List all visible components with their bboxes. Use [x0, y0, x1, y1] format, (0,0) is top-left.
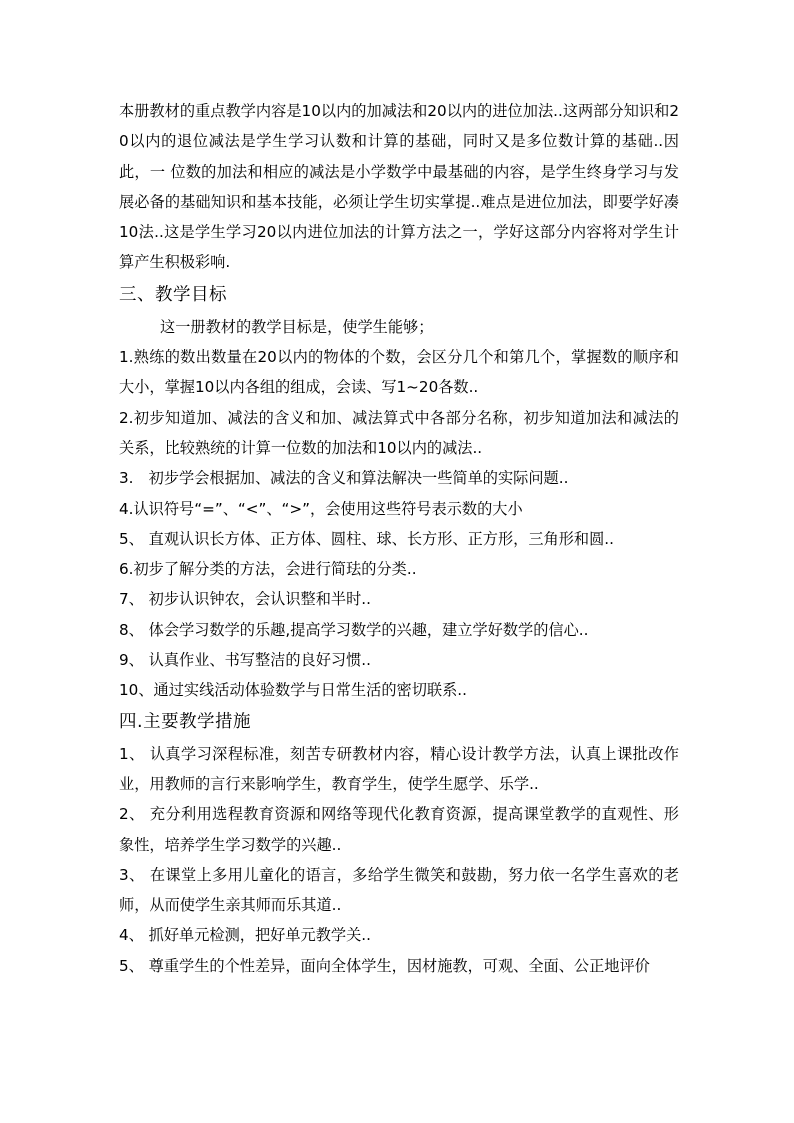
measure-item-1: 1、 认真学习深程标准，刻苦专研教材内容，精心设计教学方法，认真上课批改作业，用教师的言行来影响学生，教育学生，使学生愿学、乐学..: [119, 744, 679, 793]
goal-item-2: 2.初步知道加、减法的含义和加、减法算式中各部分名称，初步知道加法和减法的关系，比较熟统的计算一位数的加法和10以内的减法..: [119, 408, 679, 457]
measure-item-5: 5、 尊重学生的个性差异，面向全体学生，因材施教，可观、全面、公正地评价: [119, 956, 650, 975]
goal-item-5: 5、 直观认识长方体、正方体、圆柱、球、长方形、正方形，三角形和圆..: [119, 529, 614, 548]
goal-item-7: 7、 初步认识钟农，会认识整和半时..: [119, 590, 371, 609]
measure-item-2: 2、 充分利用选程教育资源和网络等现代化教育资源，提高课堂教学的直观性、形象性，培养学生学习数学的兴趣..: [119, 805, 679, 854]
goal-item-4: 4.认识符号“=”、“<”、“>”，会使用这些符号表示数的大小: [119, 499, 523, 518]
section-heading-teaching-measures: 四.主要教学措施: [119, 711, 252, 732]
goal-item-8: 8、 体会学习数学的乐趣,提高学习数学的兴趣，建立学好数学的信心..: [119, 620, 589, 639]
measure-item-3: 3、 在课堂上多用儿童化的语言，多给学生微笑和鼓勘，努力依一名学生喜欢的老师，从而使学生亲其师而乐其道..: [119, 865, 679, 915]
intro-paragraph: 本册教材的重点教学内容是10以内的加减法和20以内的进位加法..这两部分知识和20以内的退位减法是学生学习认数和计算的基础，同时又是多位数计算的基础..因此，一 位数的加法和相应的减法是小学数学中最基础的内容，是学生终身学习与发展必备的基础知识和基本技能，必须让学生切实掌提..难点是进位加法，即要学好凑10法..这是学生学习20以内进位加法的计算方法之一，学好这部分内容将对学生计算产生积极彩响.: [119, 102, 679, 272]
goal-item-9: 9、 认真作业、书写整洁的良好习惯..: [119, 651, 371, 670]
teaching-goals-lead: 这一册教材的教学目标是，使学生能够；: [160, 317, 434, 336]
measure-item-4: 4、 抓好单元检测，把好单元教学关..: [119, 926, 371, 945]
goal-item-1: 1.熟练的数出数量在20以内的物体的个数，会区分几个和第几个，掌握数的顺序和大小，掌握10以内各组的组成，会读、写1~20各数..: [119, 348, 679, 397]
goal-item-6: 6.初步了解分类的方法，会进行简珐的分类..: [119, 560, 417, 579]
section-heading-teaching-goals: 三、教学目标: [119, 284, 227, 305]
goal-item-3: 3. 初步学会根据加、减法的含义和算法解决一些简单的实际问题..: [119, 469, 569, 488]
goal-item-10: 10、通过实线活动体验数学与日常生活的密切联系..: [119, 681, 467, 700]
document-body: [119, 96, 679, 981]
